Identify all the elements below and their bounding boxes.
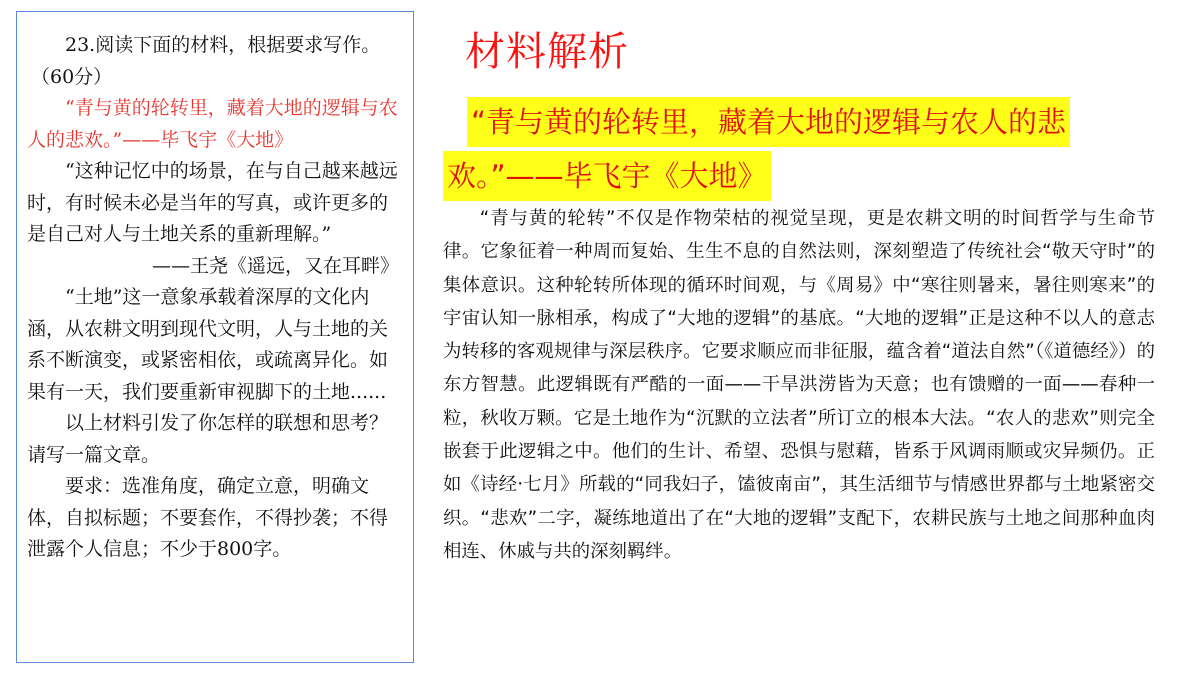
writing-prompt-box: [16, 11, 414, 663]
material-quote-1: “青与黄的轮转里，藏着大地的逻辑与农人的悲欢。”——毕飞宇《大地》: [27, 97, 398, 151]
analysis-title: 材料解析: [465, 29, 629, 75]
question-score: （60分）: [31, 65, 113, 88]
material-quote-2-source: ——王尧《遥远，又在耳畔》: [151, 254, 399, 277]
highlighted-quote-line-1: “青与黄的轮转里，藏着大地的逻辑与农人的悲: [467, 97, 1070, 147]
highlighted-quote-line-2: 欢。”——毕飞宇《大地》: [443, 151, 771, 201]
question-heading: 23.阅读下面的材料，根据要求写作。: [65, 34, 381, 56]
analysis-body: “青与黄的轮转”不仅是作物荣枯的视觉呈现，更是农耕文明的时间哲学与生命节律。它象征着一种周而复始、生生不息的自然法则，深刻塑造了传统社会“敬天守时”的集体意识。这种轮转所体现的循环时间观，与《周易》中“寒往则暑来，暑往则寒来”的宇宙认知一脉相承，构成了“大地的逻辑”的基底。“大地的逻辑”正是这种不以人的意志为转移的客观规律与深层秩序。它要求顺应而非征服，蕴含着“道法自然”（《道德经》）的东方智慧。此逻辑既有严酷的一面——干旱洪涝皆为天意；也有馈赠的一面——春种一粒，秋收万颗。它是土地作为“沉默的立法者”所订立的根本大法。“农人的悲欢”则完全嵌套于此逻辑之中。他们的生计、希望、恐惧与慰藉，皆系于风调雨顺或灾异频仍。正如《诗经·七月》所载的“同我妇子，馌彼南亩”，其生活细节与情感世界都与土地紧密交织。“悲欢”二字，凝练地道出了在“大地的逻辑”支配下，农耕民族与土地之间那种血肉相连、休戚与共的深刻羁绊。: [443, 208, 1155, 562]
writing-requirements: 要求：选准角度，确定立意，明确文体，自拟标题；不要套作，不得抄袭；不得泄露个人信息；不少于800字。: [27, 475, 389, 560]
material-paragraph: “土地”这一意象承载着深厚的文化内涵，从农耕文明到现代文明，人与土地的关系不断演变，或紧密相依，或疏离异化。如果有一天，我们要重新审视脚下的土地......: [27, 286, 389, 403]
writing-prompt: 以上材料引发了你怎样的联想和思考？请写一篇文章。: [27, 412, 389, 466]
material-quote-2: “这种记忆中的场景，在与自己越来越远时，有时候未必是当年的写真，或许更多的是自己对人与土地关系的重新理解。”: [27, 160, 398, 245]
